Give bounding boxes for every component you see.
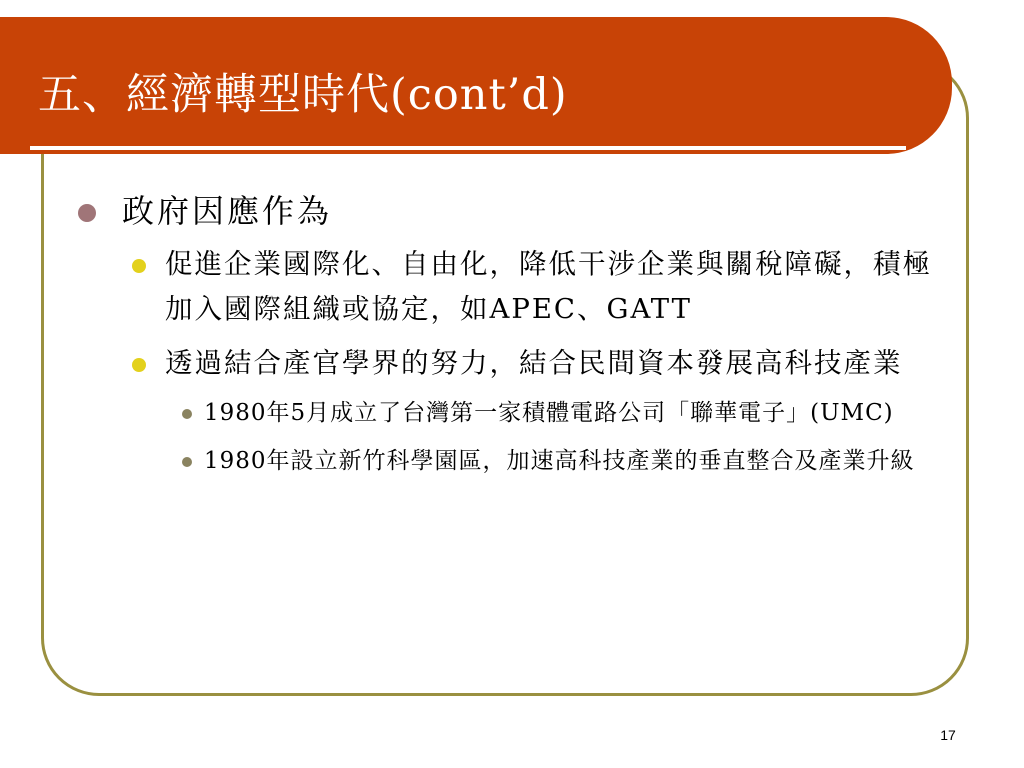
bullet-text: 透過結合產官學界的努力，結合民間資本發展高科技產業 [165, 347, 903, 379]
title-bar [0, 17, 952, 154]
bullet-item-level2 [132, 242, 958, 332]
bullet-dot-icon [132, 358, 146, 372]
slide-title: 五、經濟轉型時代(cont’d) [38, 70, 568, 120]
bullet-dot-icon [78, 204, 96, 222]
bullet-dot-icon [182, 409, 192, 419]
bullet-item-level1 [78, 185, 958, 237]
bullet-text: 1980年5月成立了台灣第一家積體電路公司「聯華電子」(UMC) [204, 400, 894, 426]
title-underline [30, 146, 906, 150]
bullet-text: 1980年設立新竹科學園區，加速高科技產業的垂直整合及產業升級 [204, 448, 915, 474]
bullet-dot-icon [132, 259, 146, 273]
bullet-item-level2 [132, 341, 958, 386]
bullet-text: 促進企業國際化、自由化，降低干涉企業與關稅障礙，積極加入國際組織或協定，如APEC、GATT [165, 248, 932, 325]
bullet-item-level3 [182, 443, 958, 480]
bullet-text: 政府因應作為 [122, 192, 333, 230]
bullet-item-level3 [182, 395, 958, 432]
bullet-dot-icon [182, 457, 192, 467]
page-number: 17 [940, 727, 956, 743]
slide-body [78, 185, 958, 491]
